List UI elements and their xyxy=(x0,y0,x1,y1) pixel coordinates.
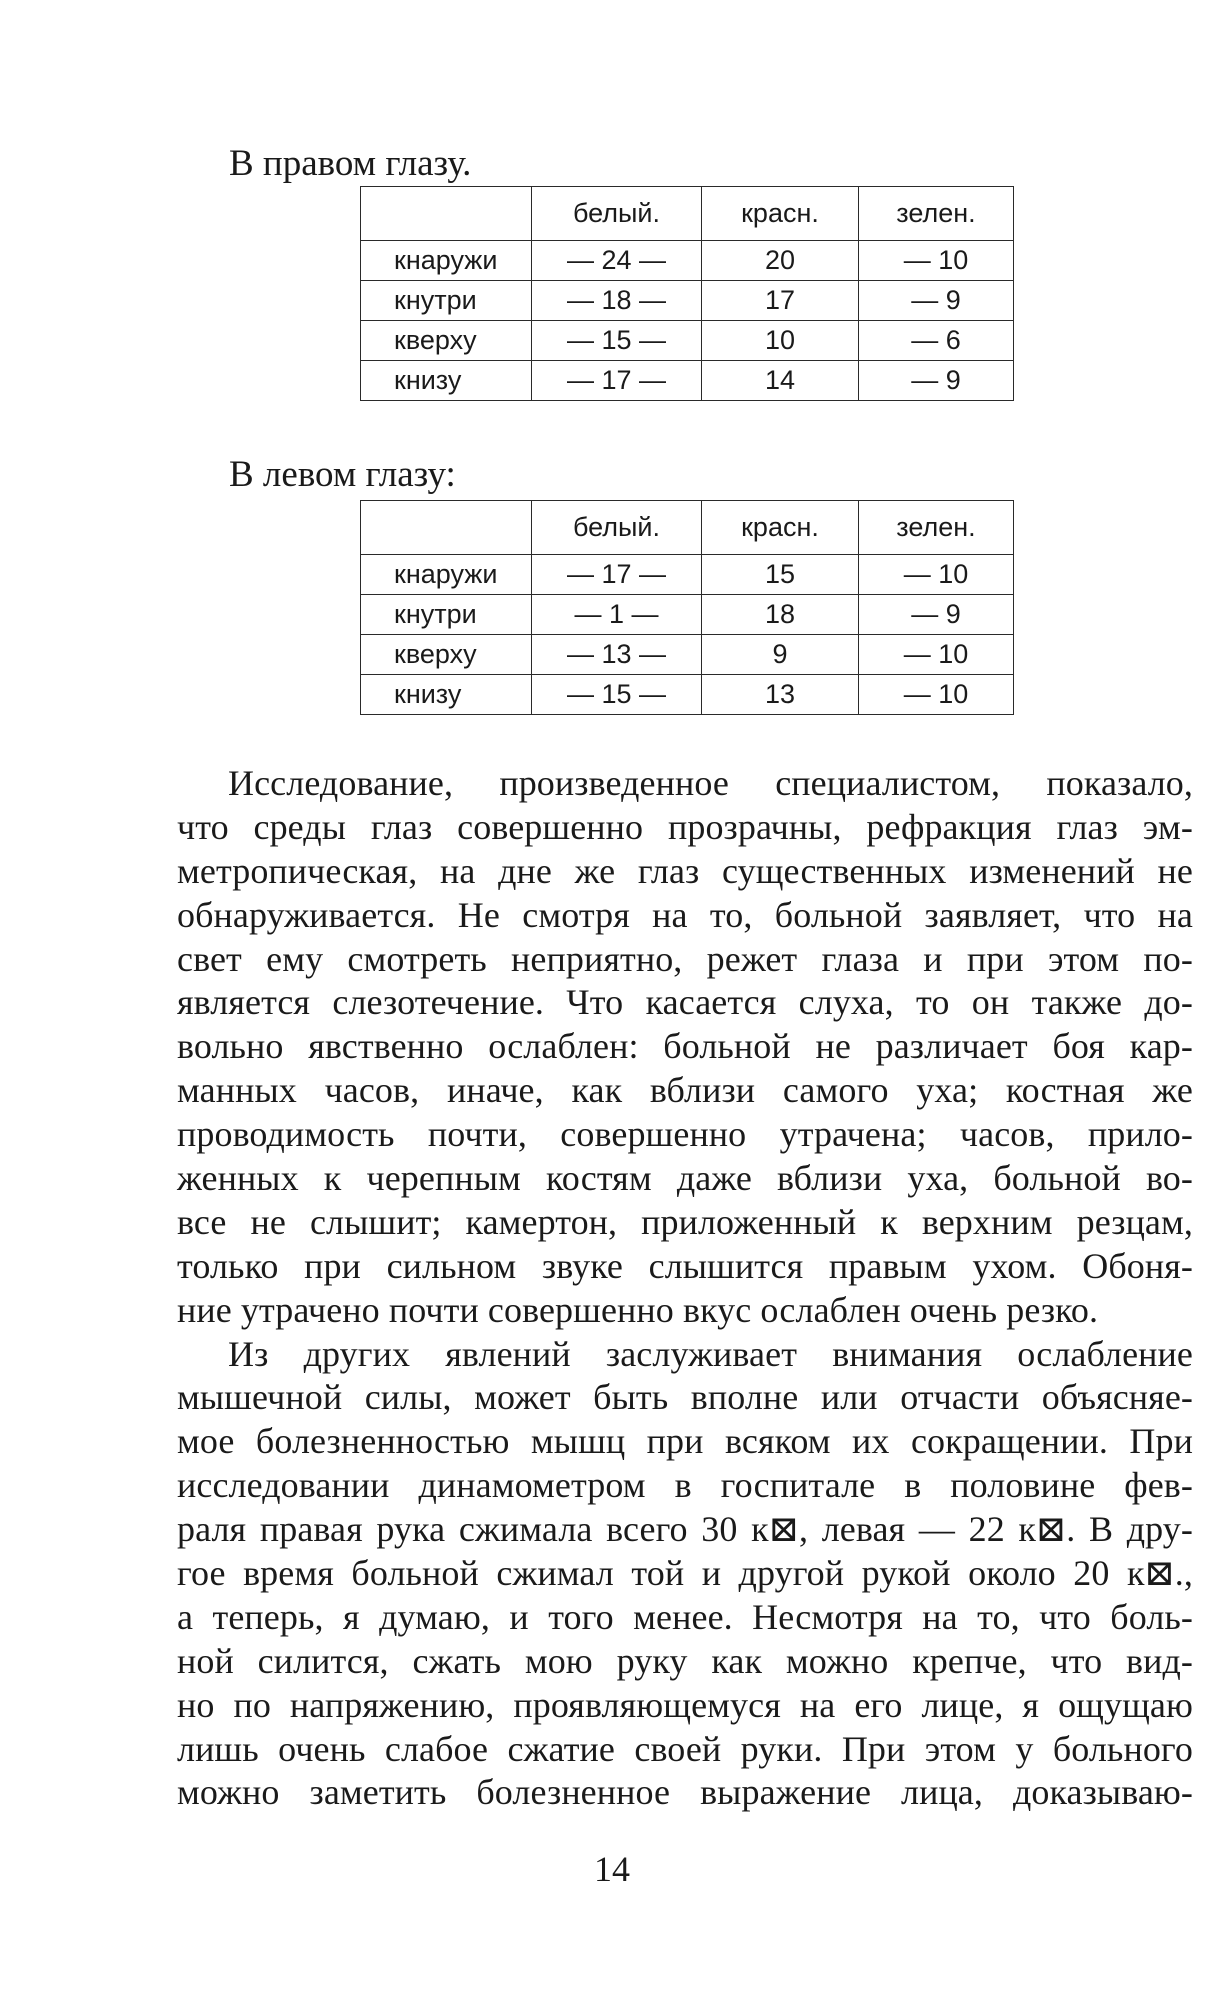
text-line: а теперь, я думаю, и того менее. Несмотря на то, что боль- xyxy=(177,1596,1193,1637)
paragraph xyxy=(177,762,1193,1333)
table-cell: — 10 xyxy=(859,635,1014,675)
table-cell: — 6 xyxy=(859,321,1014,361)
row-label-cell: кверху xyxy=(361,635,532,675)
text-line: только при сильном звуке слышится правым ухом. Обоня- xyxy=(177,1245,1193,1286)
text-line: Исследование, произведенное специалистом, показало, xyxy=(228,763,1193,803)
text-line: вольно явственно ослаблен: больной не различает боя кар- xyxy=(177,1026,1193,1067)
text-line: мышечной силы, может быть вполне или отчасти объясняе- xyxy=(177,1377,1193,1418)
row-label-cell: книзу xyxy=(361,675,532,715)
table-cell: — 9 xyxy=(859,361,1014,401)
table-cell: — 13 — xyxy=(532,635,702,675)
text-line: лишь очень слабое сжатие своей руки. При этом у больного xyxy=(177,1728,1193,1769)
paragraph xyxy=(177,1333,1193,1816)
table-cell: 13 xyxy=(702,675,859,715)
page-number: 14 xyxy=(594,1849,630,1889)
table-cell: — 15 — xyxy=(532,321,702,361)
row-label-cell: кнаружи xyxy=(361,555,532,595)
table-cell: — 17 — xyxy=(532,361,702,401)
table-row xyxy=(361,635,1014,675)
text-line: проводимость почти, совершенно утрачена; часов, прило- xyxy=(177,1114,1193,1155)
table-row xyxy=(361,321,1014,361)
table-row xyxy=(361,595,1014,635)
row-label-cell: кнаружи xyxy=(361,241,532,281)
table-cell: 18 xyxy=(702,595,859,635)
table-cell: 17 xyxy=(702,281,859,321)
table-cell: 20 xyxy=(702,241,859,281)
table-cell: — 18 — xyxy=(532,281,702,321)
header-cell: красн. xyxy=(702,187,859,241)
text-line: метропическая, на дне же глаз существенных изменений не xyxy=(177,850,1193,891)
table-row xyxy=(361,675,1014,715)
text-line: мое болезненностью мышц при всяком их сокращении. При xyxy=(177,1421,1193,1462)
right-eye-table xyxy=(360,186,1014,401)
text-line: является слезотечение. Что касается слуха, то он также до- xyxy=(177,982,1193,1023)
body-text xyxy=(177,762,1193,1815)
text-line: женных к черепным костям даже вблизи уха, больной во- xyxy=(177,1158,1193,1199)
table-cell: 14 xyxy=(702,361,859,401)
table-row xyxy=(361,555,1014,595)
table-cell: — 17 — xyxy=(532,555,702,595)
table-cell: 15 xyxy=(702,555,859,595)
left-eye-table xyxy=(360,500,1014,715)
row-label-cell: кверху xyxy=(361,321,532,361)
text-line: исследовании динамометром в госпитале в половине фев- xyxy=(177,1465,1193,1506)
text-line: свет ему смотреть неприятно, режет глаза и при этом по- xyxy=(177,938,1193,979)
left-eye-caption: В левом глазу: xyxy=(229,454,456,495)
text-line: обнаруживается. Не смотря на то, больной заявляет, что на xyxy=(177,894,1193,935)
text-line: раля правая рука сжимала всего 30 к⊠, левая — 22 к⊠. В дру- xyxy=(177,1509,1193,1550)
row-label-cell: кнутри xyxy=(361,281,532,321)
table-row xyxy=(361,241,1014,281)
text-line: но по напряжению, проявляющемуся на его лице, я ощущаю xyxy=(177,1684,1193,1725)
table-cell: — 10 xyxy=(859,555,1014,595)
table-cell: — 15 — xyxy=(532,675,702,715)
row-label-cell: книзу xyxy=(361,361,532,401)
header-cell: зелен. xyxy=(859,187,1014,241)
table-cell: — 1 — xyxy=(532,595,702,635)
table-cell: — 24 — xyxy=(532,241,702,281)
header-cell xyxy=(361,187,532,241)
text-line: ной силится, сжать мою руку как можно крепче, что вид- xyxy=(177,1640,1193,1681)
table-cell: 10 xyxy=(702,321,859,361)
table-header-row xyxy=(361,501,1014,555)
header-cell: белый. xyxy=(532,187,702,241)
header-cell: зелен. xyxy=(859,501,1014,555)
text-line: что среды глаз совершенно прозрачны, рефракция глаз эм- xyxy=(177,806,1193,847)
table-cell: — 9 xyxy=(859,281,1014,321)
header-cell: красн. xyxy=(702,501,859,555)
text-line: манных часов, иначе, как вблизи самого уха; костная же xyxy=(177,1070,1193,1111)
header-cell: белый. xyxy=(532,501,702,555)
text-line: все не слышит; камертон, приложенный к верхним резцам, xyxy=(177,1201,1193,1242)
text-line: можно заметить болезненное выражение лица, доказываю- xyxy=(177,1772,1193,1813)
table-cell: — 10 xyxy=(859,675,1014,715)
row-label-cell: кнутри xyxy=(361,595,532,635)
table-row xyxy=(361,361,1014,401)
header-cell xyxy=(361,501,532,555)
table-row xyxy=(361,281,1014,321)
text-line: ние утрачено почти совершенно вкус ослаблен очень резко. xyxy=(177,1289,1099,1330)
table-cell: — 10 xyxy=(859,241,1014,281)
table-cell: — 9 xyxy=(859,595,1014,635)
right-eye-caption: В правом глазу. xyxy=(229,143,472,184)
table-header-row xyxy=(361,187,1014,241)
text-line: гое время больной сжимал той и другой рукой около 20 к⊠., xyxy=(177,1553,1193,1594)
text-line: Из других явлений заслуживает внимания ослабление xyxy=(228,1333,1193,1374)
table-cell: 9 xyxy=(702,635,859,675)
